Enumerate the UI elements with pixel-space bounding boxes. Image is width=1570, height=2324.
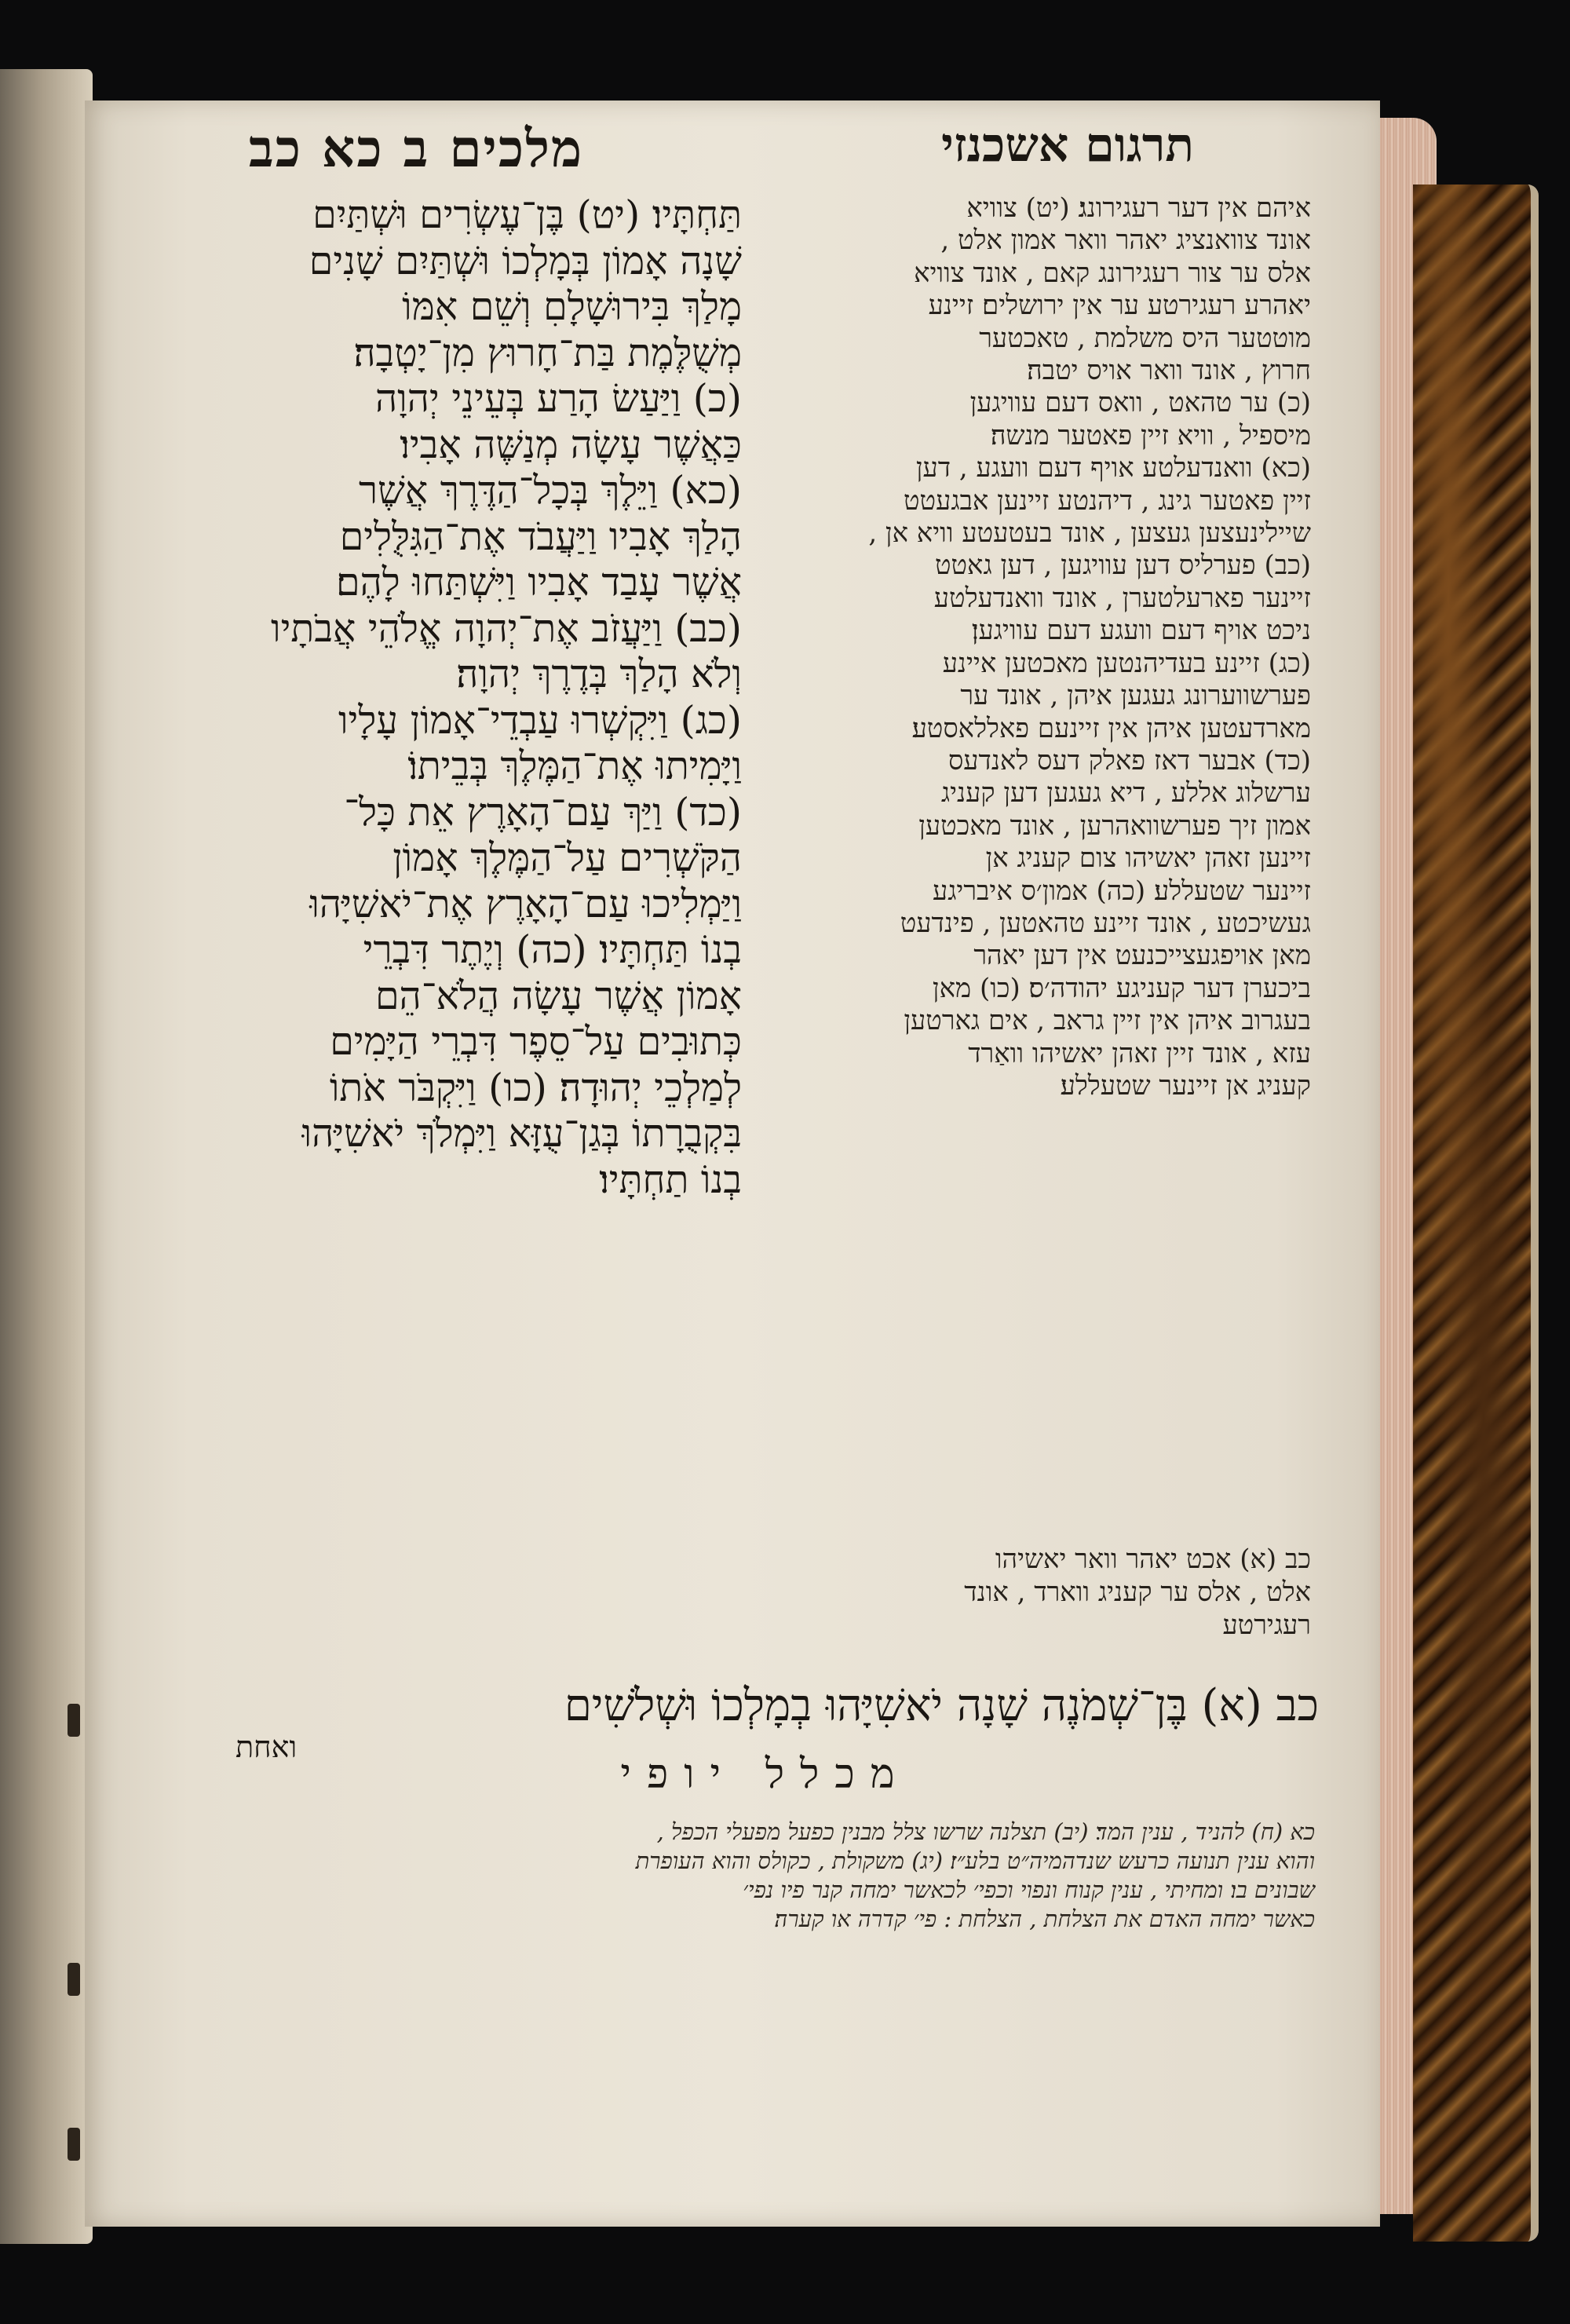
binding-stitch — [68, 1963, 80, 1996]
page-header-translation: תרגום אשכנזי — [941, 118, 1194, 173]
chapter-22-translation: כב (א) אכט יאהר וואר יאשיהו אלט , אלס ער קעניג ווארד , אונד רעגירטע — [964, 1544, 1311, 1641]
marbled-cover — [1413, 185, 1539, 2242]
binding-stitch — [68, 1704, 80, 1737]
commentary-text: כא (ח) להניד , ענין המד׃ (יב) תצלנה שרשו צלל מבנין כפעל מפעלי הכפל , והוא ענין תנועה כרעש שנדהמיה״ט בלע״ז׃ (יג) משקולת , כקולס והוא העופרת שבונים בו׃ ומחיתי , ענין קנוח ונפוי וכפי׳ לכאשר ימחה קנר פיו נפי׳ כאשר ימחה האדם את הצלחת , הצלחת : פי׳ קדרה או קערה׃ — [635, 1818, 1315, 1932]
commentary-title: מכלל יופי — [620, 1751, 911, 1798]
catchword: ואחת — [236, 1730, 298, 1764]
translation-column: איהם אין דער רעגירונג׃ (יט) צוויא אונד צוואנציג יאהר וואר אמון אלט , אלס ער צור רעגירונג קאם , אונד צוויא יאהרע רעגירטע ער אין ירושלים׃ זיינע מוטטער היס משלמת , טאכטער חרוץ , אונד וואר אויס יטבה׃ (כ) ער טהאט , וואס דעם עוויגען מיספיל , וויא זיין פאטער מנשה׃ (כא) וואנדעלטע אויף דעם וועגע , דען זיין פאטער גינג , דיהנטע זיינען אבגעטט שיילינעצען געצען , אונד בעטעטע וויא אן , (כב) פערליס דען עוויגען , דען גאטט זיינער פארעלטערן , אונד וואנדעלטע ניכט אויף דעם וועגע דעם עוויגען׃ (כג) זיינע בעדיהנטען מאכטען איינע פערשווערונג געגען איהן , אונד ער מארדעטען איהן אין זיינעם פאללאסטע׃ (כד) אבער דאז פאלק דעס לאנדעס ערשלוג אללע , דיא געגען דען קעניג אמון זיך פערשוואהרען , אונד מאכטען זיינען זאהן יאשיהו צום קעניג אן זיינער שטעללע׃ (כה) אמון׳ס איבריגע געשיכטע , אונד זיינע טהאטען , פינדעט מאן אויפגעצייכנעט אין דען יאהר ביכערן דער קעניגע יהודה׳ס׃ (כו) מאן בעגרוב איהן אין זיין גראב , אים גארטען עזא , אונד זיין זאהן יאשיהו וואַרד קעניג אן זיינער שטעללע׃ — [868, 192, 1311, 1102]
binding-stitch — [68, 2128, 80, 2161]
chapter-22-start: כב (א) בֶּן־שְׁמֹנֶה שָׁנָה יֹאשִׁיָּהוּ בְמָלְכוֹ וּשְׁלֹשִׁים — [564, 1680, 1319, 1731]
left-page-edge — [0, 69, 93, 2244]
page-header-book: מלכים ב כא כב — [248, 118, 584, 179]
hebrew-text-column: תַּחְתָּיו׃ (יט) בֶּן־עֶשְׂרִים וּשְׁתַּיִם שָׁנָה אָמוֹן בְּמָלְכוֹ וּשְׁתַּיִם שָׁנִים מָלַךְ בִּירוּשָׁלָםִ וְשֵׁם אִמּוֹ מְשֻׁלֶּמֶת בַּת־חָרוּץ מִן־יָטְבָה׃ (כ) וַיַּעַשׂ הָרַע בְּעֵינֵי יְהוָה כַּאֲשֶׁר עָשָׂה מְנַשֶּׁה אָבִיו׃ (כא) וַיֵּלֶךְ בְּכָל־הַדֶּרֶךְ אֲשֶׁר הָלַךְ אָבִיו וַיַּעֲבֹד אֶת־הַגִּלֻּלִים אֲשֶׁר עָבַד אָבִיו וַיִּשְׁתַּחוּ לָהֶם׃ (כב) וַיַּעֲזֹב אֶת־יְהוָה אֱלֹהֵי אֲבֹתָיו וְלֹא הָלַךְ בְּדֶרֶךְ יְהוָה׃ (כג) וַיִּקְשְׁרוּ עַבְדֵי־אָמוֹן עָלָיו וַיָּמִיתוּ אֶת־הַמֶּלֶךְ בְּבֵיתוֹ׃ (כד) וַיַּךְ עַם־הָאָרֶץ אֵת כָּל־ הַקֹּשְׁרִים עַל־הַמֶּלֶךְ אָמוֹן וַיַּמְלִיכוּ עַם־הָאָרֶץ אֶת־יֹאשִׁיָּהוּ בְנוֹ תַּחְתָּיו׃ (כה) וְיֶתֶר דִּבְרֵי אָמוֹן אֲשֶׁר עָשָׂה הֲלֹא־הֵם כְּתוּבִים עַל־סֵפֶר דִּבְרֵי הַיָּמִים לְמַלְכֵי יְהוּדָה׃ (כו) וַיִּקְבֹּר אֹתוֹ בִּקְבֻרָתוֹ בְּגַן־עֻזָּא וַיִּמְלֹךְ יֹאשִׁיָּהוּ בְנוֹ תַחְתָּיו׃ — [271, 192, 742, 1202]
